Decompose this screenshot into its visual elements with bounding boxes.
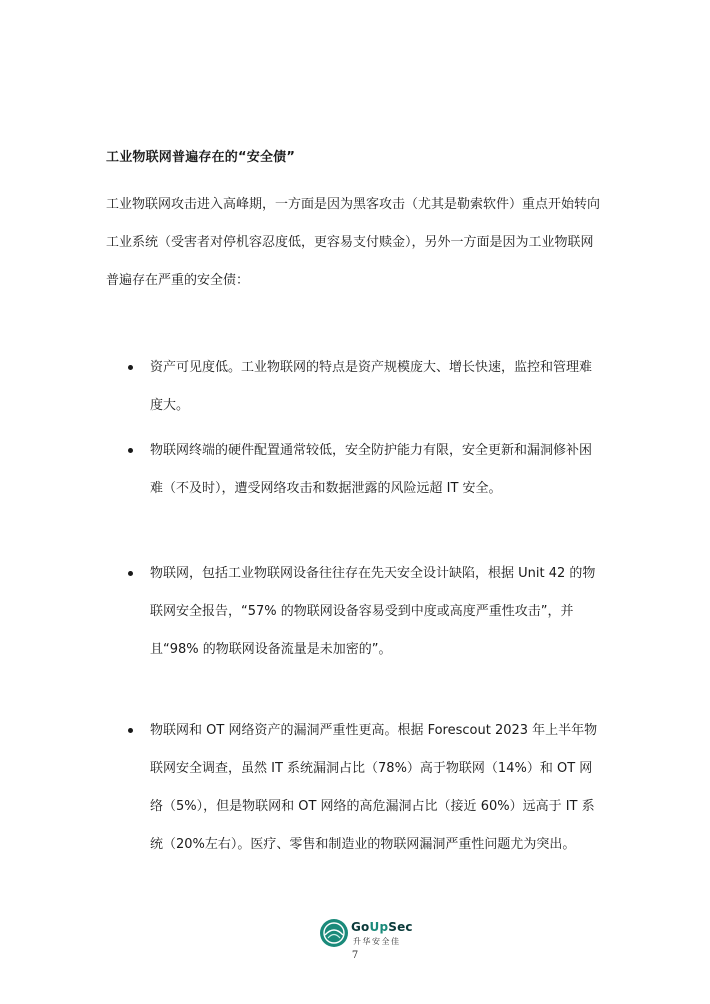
page-number: 7 [351, 950, 359, 961]
bullet-dot [128, 365, 133, 370]
bullet-dot [128, 571, 133, 576]
logo-brand-name: GoUpSec [351, 920, 413, 934]
bullet-text: 物联网，包括工业物联网设备往往存在先天安全设计缺陷，根据 Unit 42 的物联网安全报告，“57% 的物联网设备容易受到中度或高度严重性攻击”，并且“98% 的物联网设备流量是未加密的”。 [150, 566, 596, 657]
bullet-text: 物联网终端的硬件配置通常较低，安全防护能力有限，安全更新和漏洞修补困难（不及时），遭受网络攻击和数据泄露的风险远超 IT 安全。 [150, 443, 593, 496]
logo-brand-subtitle: 升华安全佳 [353, 937, 401, 946]
intro-paragraph: 工业物联网攻击进入高峰期，一方面是因为黑客攻击（尤其是勒索软件）重点开始转向工业系统（受害者对停机容忍度低，更容易支付赎金），另外一方面是因为工业物联网普遍存在严重的安全债： [106, 197, 601, 288]
footer-logo [319, 918, 419, 948]
goupsec-logo-icon [319, 918, 349, 948]
bullet-text: 物联网和 OT 网络资产的漏洞严重性更高。根据 Forescout 2023 年上半年物联网安全调查，虽然 IT 系统漏洞占比（78%）高于物联网（14%）和 OT 网络（5%），但是物联网和 OT 网络的高危漏洞占比（接近 60%）远高于 IT 系统（20%左右）。医疗、零售和制造业的物联网漏洞严重性问题尤为突出。 [150, 723, 598, 852]
section-heading: 工业物联网普遍存在的“安全债” [106, 150, 296, 165]
bullet-dot [128, 448, 133, 453]
bullet-text: 资产可见度低。工业物联网的特点是资产规模庞大、增长快速，监控和管理难度大。 [150, 360, 593, 413]
bullet-dot [128, 728, 133, 733]
